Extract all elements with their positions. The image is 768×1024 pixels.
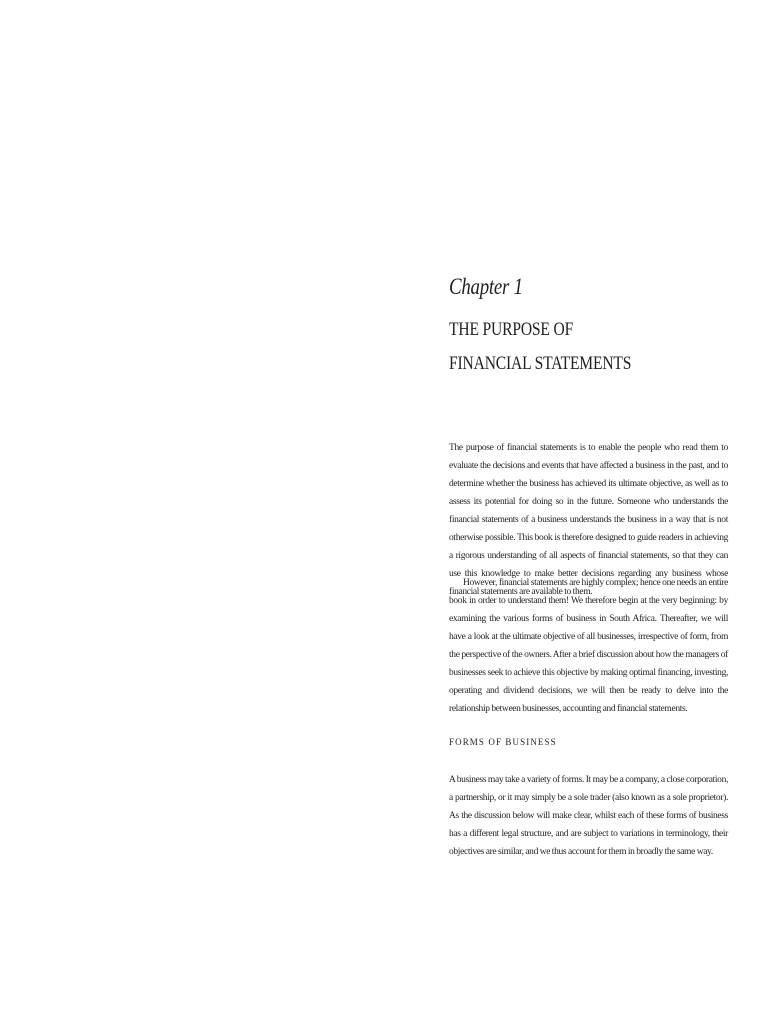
chapter-label: Chapter 1 (449, 274, 523, 299)
chapter-title-line-1: THE PURPOSE OF (449, 319, 574, 340)
section-paragraph (449, 771, 728, 861)
paragraph-text: However, financial statements are highly complex; hence one needs an entire book in order to understand them! We therefore begin at the very beginning: by examining the various forms of business in South Africa. Thereafter, we will have a look at the ultimate objective of all businesses, irrespective of form, from the perspective of the owners. After a brief discussion about how the managers of businesses seek to achieve this objective by making optimal financing, investing, operating and dividend decisions, we will then be ready to delve into the relationship between businesses, accounting and financial statements. (449, 578, 728, 714)
paragraph-text: The purpose of financial statements is to enable the people who read them to evaluate the decisions and events that have affected a business in the past, and to determine whether the business has achieved its ultimate objective, as well as to assess its potential for doing so in the future. Someone who understands the financial statements of a business understands the business in a way that is not otherwise possible. This book is therefore designed to guide readers in achieving a rigorous understanding of all aspects of financial statements, so that they can use this knowledge to make better decisions regarding any business whose financial statements are available to them. (449, 443, 728, 597)
chapter-title (449, 313, 695, 381)
section-heading: FORMS OF BUSINESS (449, 737, 557, 747)
paragraph-text: A business may take a variety of forms. It may be a company, a close corporation, a partnership, or it may simply be a sole trader (also known as a sole proprietor). As the discussion below will make clear, whilst each of these forms of business has a different legal structure, and are subject to variations in terminology, their objectives are similar, and we thus account for them in broadly the same way. (449, 775, 728, 857)
chapter-title-line-2: FINANCIAL STATEMENTS (449, 353, 632, 374)
intro-paragraph-2 (449, 574, 728, 718)
